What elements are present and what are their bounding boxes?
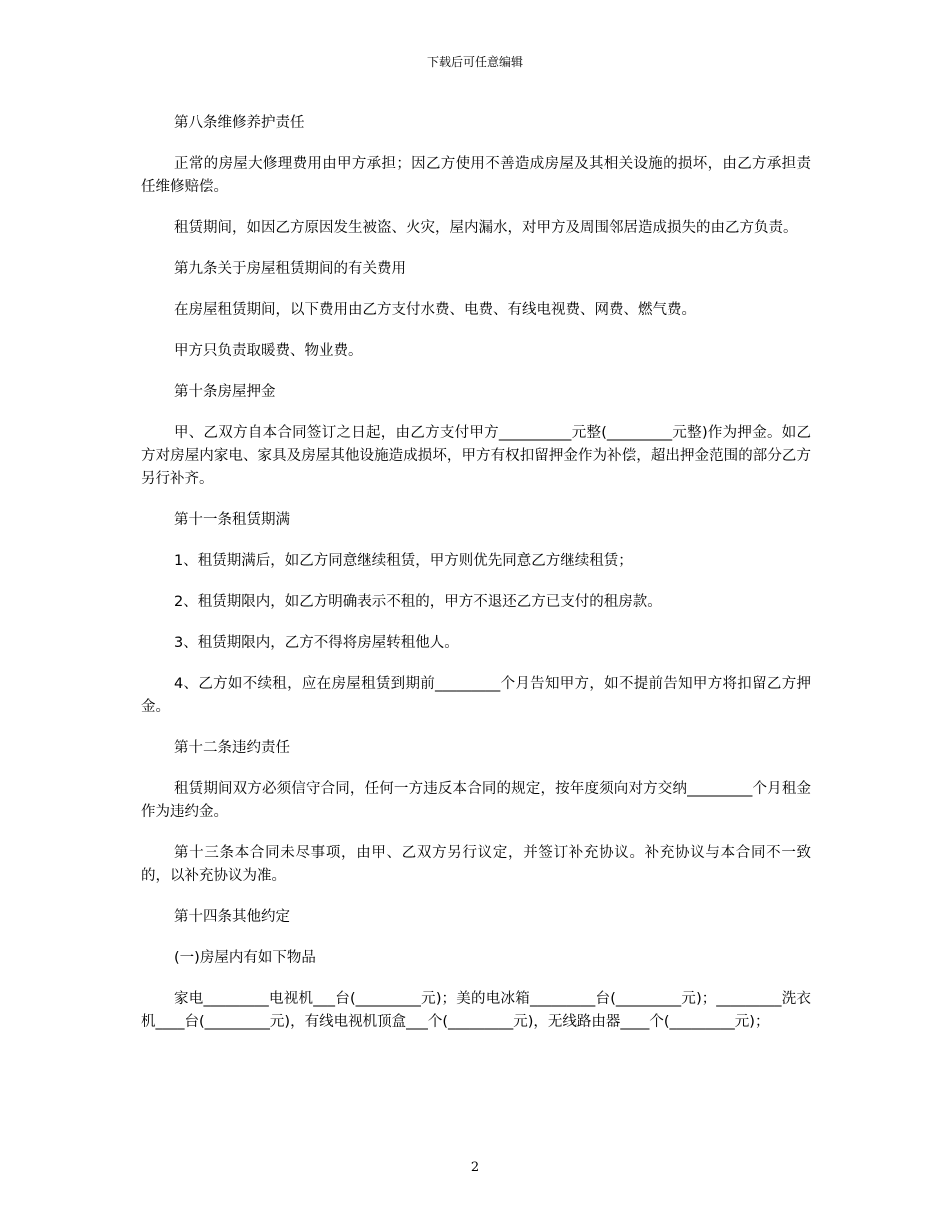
article-9-clause-2: 甲方只负责取暖费、物业费。 [174, 343, 363, 359]
article-10-heading: 第十条房屋押金 [174, 384, 276, 400]
article-11-item-1: 1、租赁期满后，如乙方同意继续租赁，甲方则优先同意乙方继续租赁； [174, 553, 633, 569]
article-8-heading: 第八条维修养护责任 [174, 115, 305, 131]
article-14-subheading-1: (一)房屋内有如下物品 [174, 950, 316, 966]
article-12-clause-1: 租赁期间双方必须信守合同，任何一方违反本合同的规定，按年度须向对方交纳_________个月租金作为违约金。 [141, 781, 811, 820]
article-14-items-list: 家电_________电视机___台(_________元)；美的电冰箱_________台(_________元)；_________洗衣机____台(_________元)，有线电视机顶盒___个(_________元)，无线路由器____个(_________元)； [141, 991, 811, 1030]
page-number: 2 [470, 1160, 480, 1175]
article-10-clause-1: 甲、乙双方自本合同签订之日起，由乙方支付甲方__________元整(_________元整)作为押金。如乙方对房屋内家电、家具及房屋其他设施造成损坏，甲方有权扣留押金作为补偿，超出押金范围的部分乙方另行补齐。 [141, 425, 811, 487]
article-14-heading: 第十四条其他约定 [174, 909, 290, 925]
article-11-heading: 第十一条租赁期满 [174, 512, 290, 528]
article-9-heading: 第九条关于房屋租赁期间的有关费用 [174, 261, 406, 277]
article-11-item-3: 3、租赁期限内，乙方不得将房屋转租他人。 [174, 635, 459, 651]
article-8-clause-1: 正常的房屋大修理费用由甲方承担；因乙方使用不善造成房屋及其相关设施的损坏，由乙方承担责任维修赔偿。 [141, 156, 811, 195]
article-9-clause-1: 在房屋租赁期间，以下费用由乙方支付水费、电费、有线电视费、网费、燃气费。 [174, 302, 696, 318]
document-header: 下载后可任意编辑 [426, 55, 523, 69]
article-8-clause-2: 租赁期间，如因乙方原因发生被盗、火灾，屋内漏水，对甲方及周围邻居造成损失的由乙方负责。 [174, 220, 798, 236]
article-12-heading: 第十二条违约责任 [174, 740, 290, 756]
article-11-item-4: 4、乙方如不续租，应在房屋租赁到期前_________个月告知甲方，如不提前告知甲方将扣留乙方押金。 [141, 676, 811, 715]
document-body [141, 112, 811, 1052]
article-13-clause: 第十三条本合同未尽事项，由甲、乙双方另行议定，并签订补充协议。补充协议与本合同不一致的，以补充协议为准。 [141, 845, 811, 884]
article-11-item-2: 2、租赁期限内，如乙方明确表示不租的，甲方不退还乙方已支付的租房款。 [174, 594, 662, 610]
